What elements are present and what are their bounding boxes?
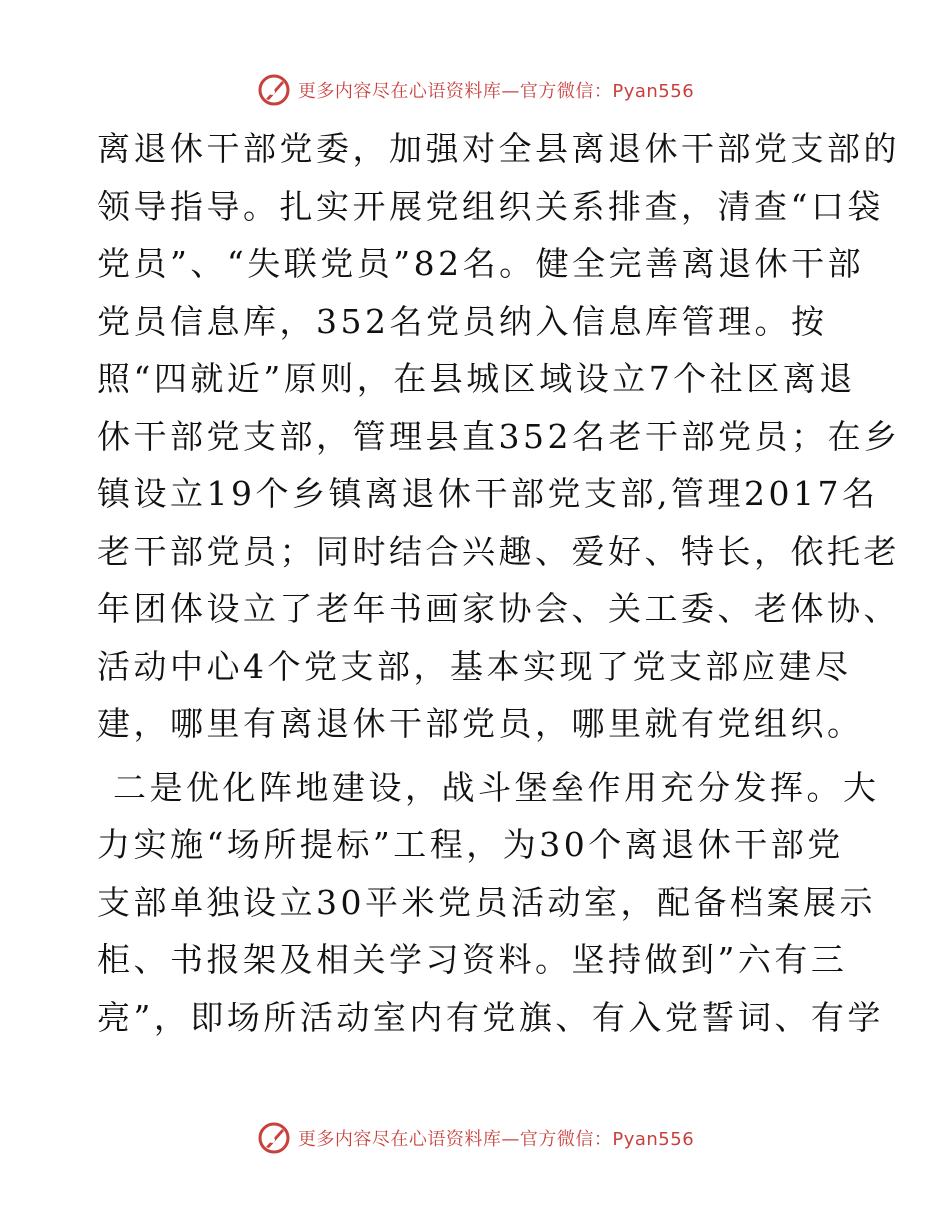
- paragraph-1: [97, 120, 901, 753]
- text-line: 支部单独设立30平米党员活动室，配备档案展示: [97, 882, 876, 922]
- text-line: 离退休干部党委，加强对全县离退休干部党支部的: [97, 129, 900, 168]
- text-line: 党员”、“失联党员”82名。健全完善离退休干部: [97, 244, 865, 283]
- quill-pen-seal-icon: [256, 1120, 292, 1156]
- text-line: 党员信息库，352名党员纳入信息库管理。按: [97, 301, 828, 341]
- document-body: [97, 120, 901, 1046]
- text-line: 年团体设立了老年书画家协会、关工委、老体协、: [97, 589, 900, 628]
- text-line: 休干部党支部，管理县直352名老干部党员；在乡: [97, 416, 901, 456]
- quill-pen-seal-icon: [256, 72, 292, 108]
- text-line: 镇设立19个乡镇离退休干部党支部,管理2017名: [97, 474, 879, 513]
- paragraph-2: [97, 759, 887, 1047]
- header-watermark-text: 更多内容尽在心语资料库—官方微信：Pyan556: [297, 81, 695, 102]
- header-watermark: [0, 72, 950, 108]
- text-line: 二是优化阵地建设，战斗堡垒作用充分发挥。大: [113, 767, 880, 807]
- text-line: 力实施“场所提标”工程，为30个离退休干部党: [97, 825, 844, 864]
- footer-watermark-text: 更多内容尽在心语资料库—官方微信：Pyan556: [297, 1129, 695, 1150]
- text-line: 柜、书报架及相关学习资料。坚持做到”六有三: [97, 940, 848, 979]
- text-line: 照“四就近”原则，在县城区域设立7个社区离退: [97, 359, 856, 398]
- text-line: 老干部党员；同时结合兴趣、爱好、特长，依托老: [97, 531, 900, 571]
- text-line: 领导指导。扎实开展党组织关系排查，清查“口袋: [97, 186, 884, 226]
- text-line: 活动中心4个党支部，基本实现了党支部应建尽: [97, 646, 852, 686]
- text-line: 建，哪里有离退休干部党员，哪里就有党组织。: [97, 704, 864, 743]
- footer-watermark: [0, 1120, 950, 1156]
- text-line: 亮”，即场所活动室内有党旗、有入党誓词、有学: [97, 997, 884, 1037]
